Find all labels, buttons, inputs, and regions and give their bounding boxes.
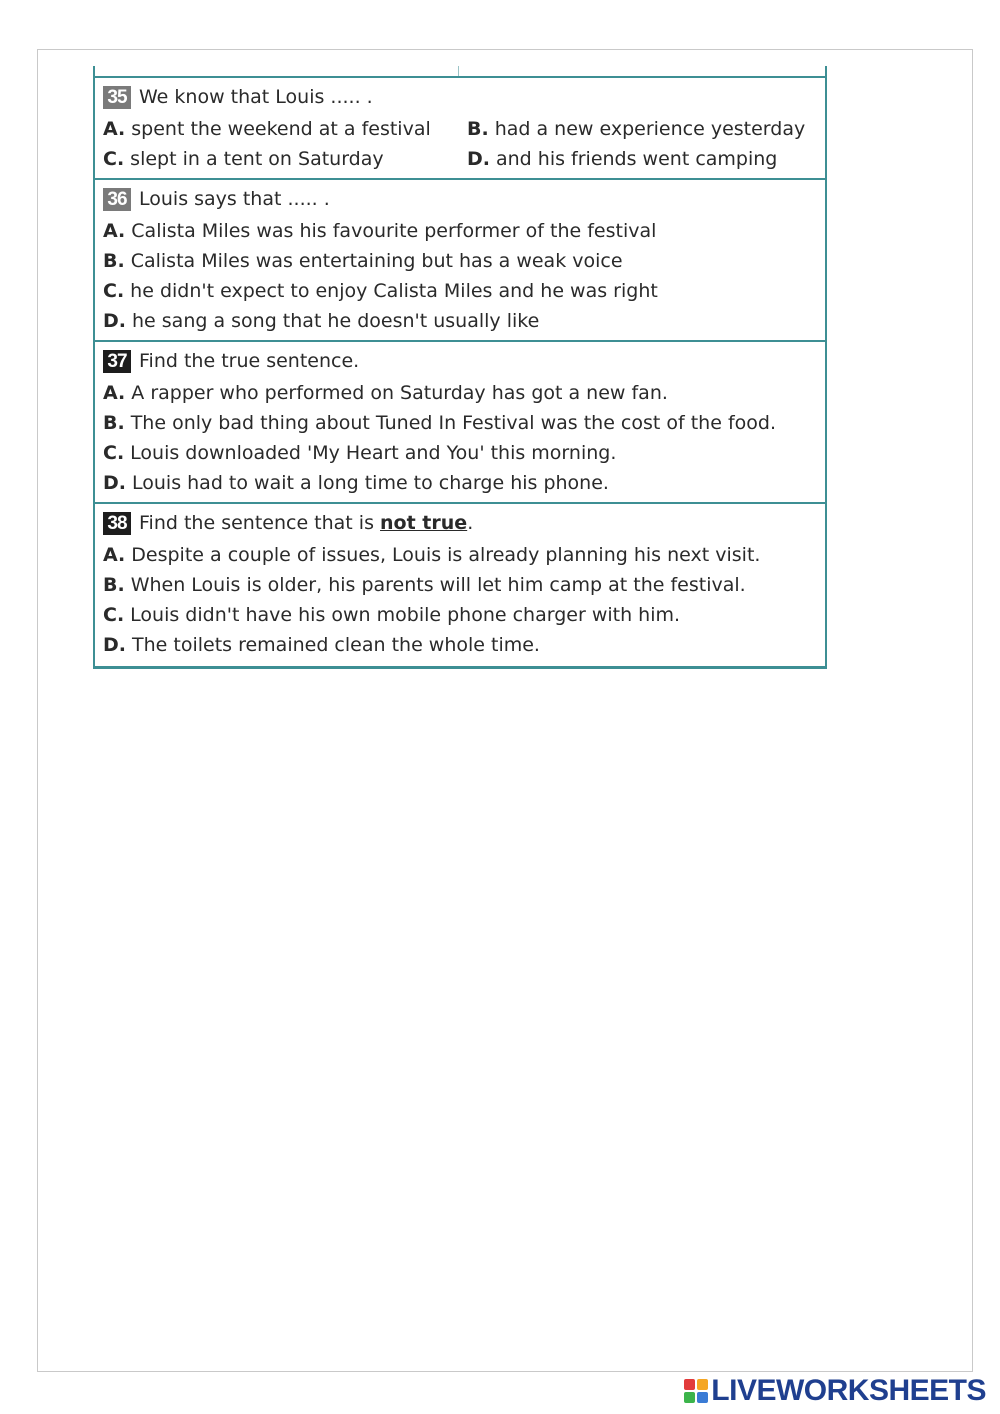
option-a[interactable]: A. Despite a couple of issues, Louis is already planning his next visit. [103,544,761,566]
question-prompt: Louis says that ..... . [139,188,330,210]
question-36 [95,180,825,342]
options-grid [103,114,817,174]
previous-section-edge [95,66,825,78]
option-a[interactable]: A. A rapper who performed on Saturday has got a new fan. [103,382,668,404]
question-number: 35 [103,86,131,109]
prompt-emphasis: not true [380,512,468,534]
option-d[interactable]: D. Louis had to wait a long time to charge his phone. [103,472,609,494]
question-prompt: We know that Louis ..... . [139,86,373,108]
question-35 [95,78,825,180]
option-c[interactable]: C. Louis didn't have his own mobile phone charger with him. [103,604,681,626]
question-37 [95,342,825,504]
quiz-box [93,66,827,669]
option-d[interactable]: D. and his friends went camping [467,148,778,170]
option-c[interactable]: C. Louis downloaded 'My Heart and You' this morning. [103,442,617,464]
question-number: 38 [103,512,131,535]
option-c[interactable]: C. slept in a tent on Saturday [103,148,384,170]
liveworksheets-logo[interactable] [684,1376,986,1406]
question-number: 37 [103,350,131,373]
option-c[interactable]: C. he didn't expect to enjoy Calista Miles and he was right [103,280,658,302]
option-d[interactable]: D. The toilets remained clean the whole time. [103,634,540,656]
option-b[interactable]: B. had a new experience yesterday [467,118,806,140]
option-a[interactable]: A. Calista Miles was his favourite performer of the festival [103,220,657,242]
option-d[interactable]: D. he sang a song that he doesn't usually like [103,310,540,332]
question-prompt: Find the true sentence. [139,350,360,372]
option-a[interactable]: A. spent the weekend at a festival [103,118,431,140]
option-b[interactable]: B. Calista Miles was entertaining but has a weak voice [103,250,623,272]
option-b[interactable]: B. The only bad thing about Tuned In Festival was the cost of the food. [103,412,776,434]
question-number: 36 [103,188,131,211]
logo-mark-icon [684,1379,708,1403]
option-b[interactable]: B. When Louis is older, his parents will let him camp at the festival. [103,574,746,596]
question-prompt: Find the sentence that is not true. [139,512,474,534]
question-38 [95,504,825,666]
logo-text: LIVEWORKSHEETS [711,1374,986,1407]
